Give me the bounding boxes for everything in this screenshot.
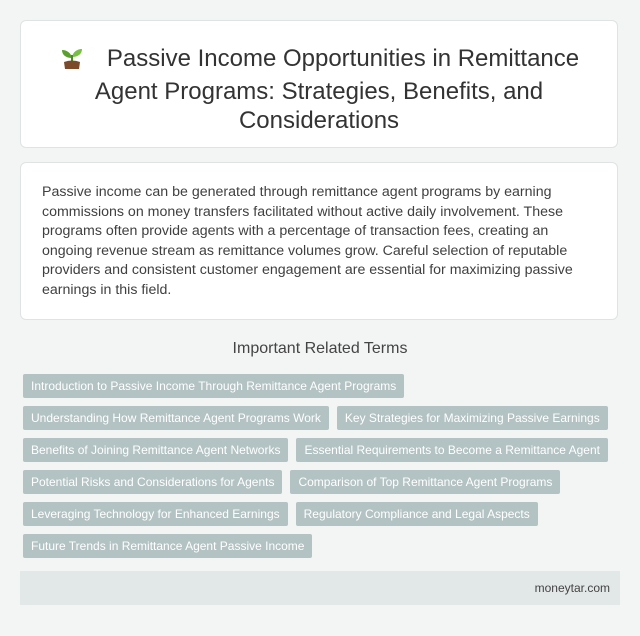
title-card <box>20 20 618 148</box>
related-terms-heading: Important Related Terms <box>232 340 408 357</box>
summary-text: Passive income can be generated through remittance agent programs by earning commissions on money transfers facilitated without active daily involvement. These programs often provide agents with a percentage of transaction fees, creating an ongoing revenue stream as remittance volumes grow. Careful selection of reputable providers and consistent customer engagement are essential for maximizing passive earnings in this field. <box>42 184 573 298</box>
related-term-tag[interactable]: Regulatory Compliance and Legal Aspects <box>296 502 538 526</box>
related-term-tag[interactable]: Essential Requirements to Become a Remittance Agent <box>296 438 608 462</box>
related-term-tag[interactable]: Leveraging Technology for Enhanced Earnings <box>23 502 288 526</box>
sprout-icon <box>59 44 85 77</box>
footer <box>20 571 620 605</box>
related-term-tag[interactable]: Benefits of Joining Remittance Agent Networks <box>23 438 288 462</box>
footer-site-link[interactable]: moneytar.com <box>534 581 610 595</box>
related-term-tag[interactable]: Understanding How Remittance Agent Programs Work <box>23 406 329 430</box>
summary-card <box>20 162 618 320</box>
related-term-tag[interactable]: Introduction to Passive Income Through Remittance Agent Programs <box>23 374 404 398</box>
related-term-tag[interactable]: Key Strategies for Maximizing Passive Earnings <box>337 406 608 430</box>
page-title-text: Passive Income Opportunities in Remittance Agent Programs: Strategies, Benefits, and Considerations <box>94 45 580 134</box>
page-title <box>21 21 617 135</box>
related-term-tag[interactable]: Future Trends in Remittance Agent Passive Income <box>23 534 312 558</box>
related-term-tag[interactable]: Potential Risks and Considerations for Agents <box>23 470 282 494</box>
related-terms-list <box>23 374 623 566</box>
related-term-tag[interactable]: Comparison of Top Remittance Agent Programs <box>290 470 560 494</box>
